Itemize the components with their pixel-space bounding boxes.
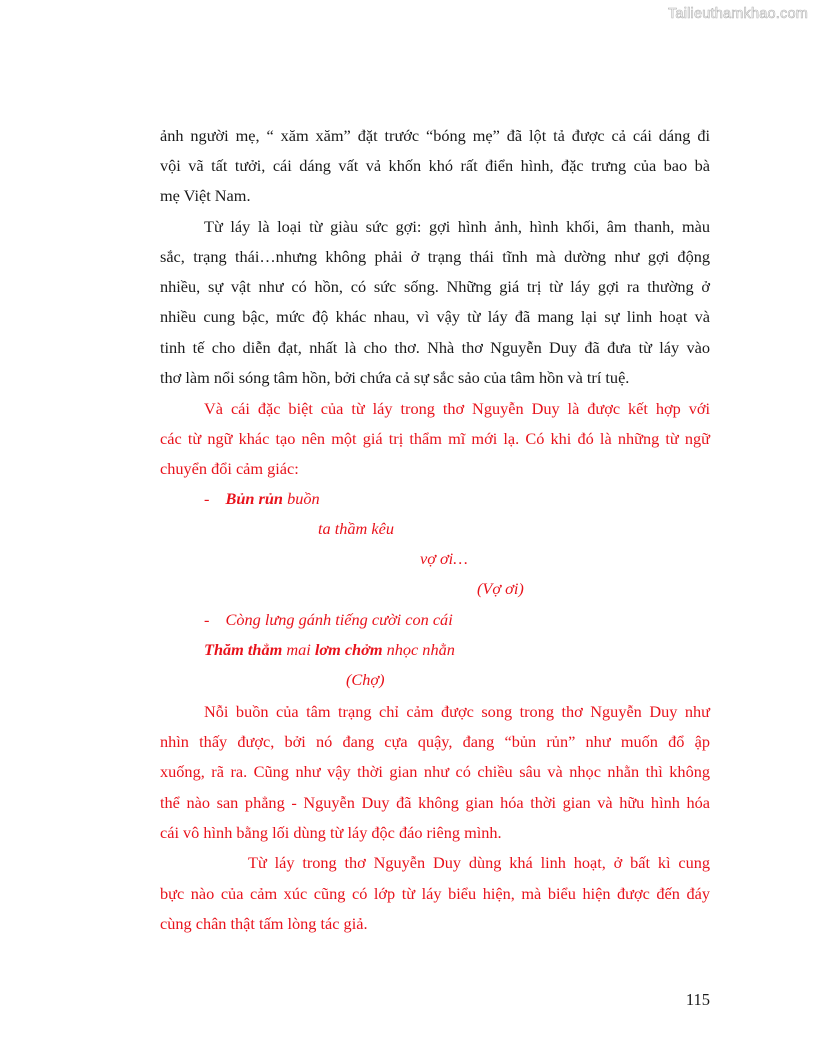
- body-line: tinh tế cho diễn đạt, nhất là cho thơ. Nhà thơ Nguyễn Duy đã đưa từ láy vào: [160, 338, 710, 357]
- list-dash: -: [204, 489, 210, 508]
- body-line: thơ làm nổi sóng tâm hồn, bởi chứa cả sự sắc sảo của tâm hồn và trí tuệ.: [160, 368, 630, 387]
- list-dash: -: [204, 610, 210, 629]
- poem-line: vợ ơi…: [420, 549, 468, 568]
- body-line: Và cái đặc biệt của từ láy trong thơ Nguyễn Duy là được kết hợp với: [204, 399, 710, 418]
- body-line: sắc, trạng thái…nhưng không phải ở trạng thái tĩnh mà dường như gợi động: [160, 247, 710, 266]
- poem-line: [204, 640, 455, 660]
- poem-text: buồn: [283, 489, 320, 508]
- poem-source: (Vợ ơi): [477, 579, 524, 598]
- poem-text: mai: [282, 640, 315, 659]
- poem-line: ta thầm kêu: [318, 519, 394, 538]
- page-number: 115: [685, 990, 710, 1009]
- poem-text: nhọc nhằn: [382, 640, 455, 659]
- body-line: cùng chân thật tấm lòng tác giả.: [160, 914, 368, 933]
- body-line: ảnh người mẹ, “ xăm xăm” đặt trước “bóng mẹ” đã lột tả được cả cái dáng đi: [160, 126, 710, 145]
- body-line: Từ láy trong thơ Nguyễn Duy dùng khá linh hoạt, ở bất kì cung: [248, 853, 710, 872]
- poem-text: Còng lưng gánh tiếng cười con cái: [225, 610, 453, 629]
- body-line: Từ láy là loại từ giàu sức gợi: gợi hình ảnh, hình khối, âm thanh, màu: [204, 217, 710, 236]
- body-line: xuống, rã ra. Cũng như vậy thời gian như có chiều sâu và nhọc nhằn thì không: [160, 762, 710, 781]
- body-line: mẹ Việt Nam.: [160, 186, 251, 205]
- body-line: vội vã tất tưởi, cái dáng vất vả khốn khó rất điển hình, đặc trưng của bao bà: [160, 156, 710, 175]
- poem-source: (Chợ): [346, 670, 385, 689]
- body-line: bực nào của cảm xúc cũng có lớp từ láy biểu hiện, mà biểu hiện được đến đáy: [160, 884, 710, 903]
- highlighted-word: lơm chởm: [314, 640, 383, 659]
- body-line: các từ ngữ khác tạo nên một giá trị thẩm mĩ mới lạ. Có khi đó là những từ ngữ: [160, 429, 710, 448]
- highlighted-word: Thăm thẳm: [204, 640, 283, 659]
- body-line: nhiều, sự vật như có hồn, có sức sống. Những giá trị từ láy gợi ra thường ở: [160, 277, 710, 296]
- body-line: thể nào san phẳng - Nguyễn Duy đã không gian hóa thời gian và hữu hình hóa: [160, 793, 710, 812]
- poem-line: [204, 610, 453, 630]
- body-line: Nỗi buồn của tâm trạng chỉ cảm được song trong thơ Nguyễn Duy như: [204, 702, 710, 721]
- highlighted-word: Bủn rủn: [225, 489, 283, 508]
- body-line: cái vô hình bằng lối dùng từ láy độc đáo riêng mình.: [160, 823, 502, 842]
- body-line: nhiều cung bậc, mức độ khác nhau, vì vậy từ láy đã mang lại sự linh hoạt và: [160, 307, 710, 326]
- body-line: chuyển đổi cảm giác:: [160, 459, 299, 478]
- body-line: nhìn thấy được, bởi nó đang cựa quậy, đang “bủn rủn” như muốn đổ ập: [160, 732, 710, 751]
- site-watermark: Tailieuthamkhao.com: [667, 6, 808, 22]
- poem-line: [204, 489, 320, 509]
